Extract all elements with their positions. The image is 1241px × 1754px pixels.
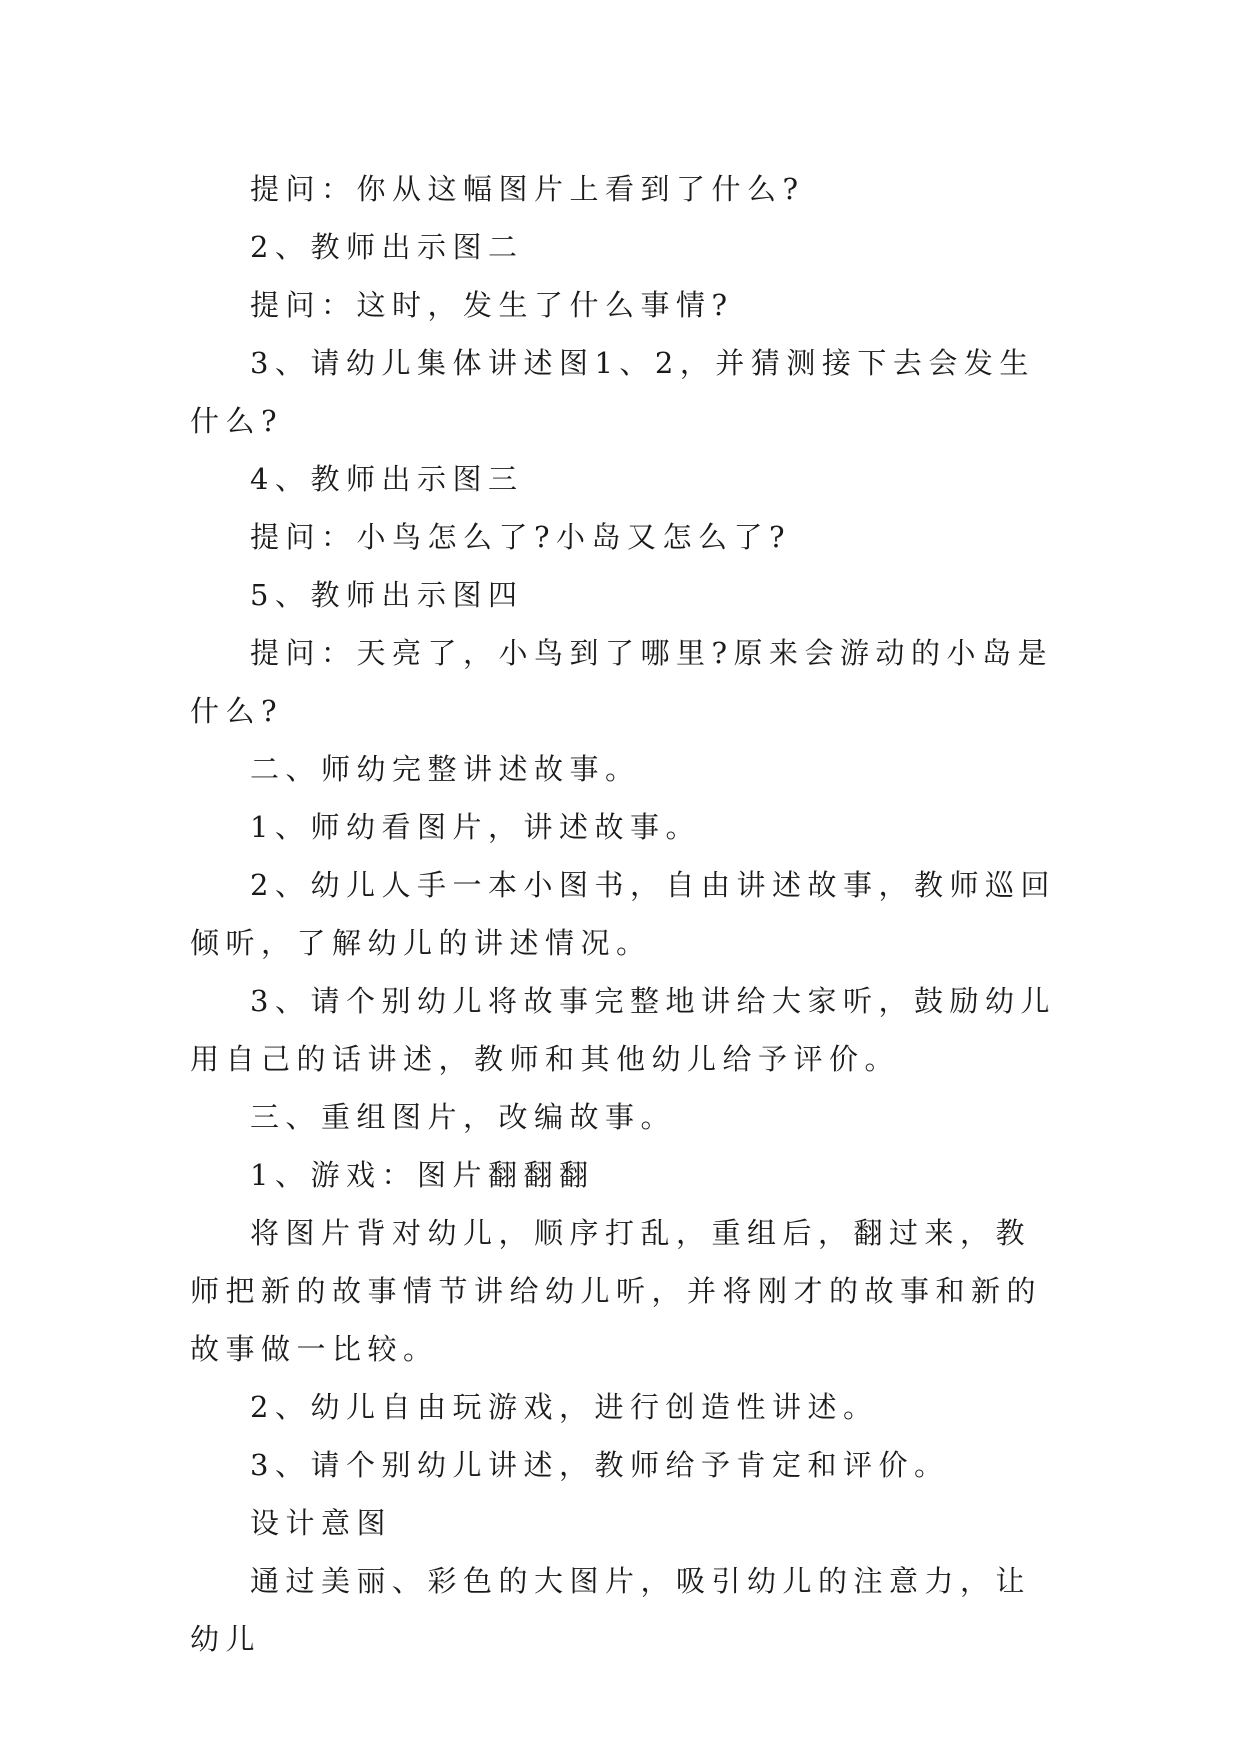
heading-design-intent: 设计意图	[250, 1506, 393, 1540]
paragraph-question-3: 提问：小鸟怎么了?小岛又怎么了?	[250, 520, 792, 554]
paragraph-question-4: 提问：天亮了，小鸟到了哪里?原来会游动的小岛是什么?	[190, 636, 1054, 728]
paragraph-design-intent: 通过美丽、彩色的大图片，吸引幼儿的注意力，让幼儿	[190, 1564, 1032, 1656]
paragraph-game-description: 将图片背对幼儿，顺序打乱，重组后，翻过来，教师把新的故事情节讲给幼儿听，并将刚才的故事和新的故事做一比较。	[190, 1216, 1043, 1366]
document-page	[190, 160, 1056, 1668]
paragraph-step-5: 5、教师出示图四	[250, 578, 524, 612]
paragraph-section3-step-3: 3、请个别幼儿讲述，教师给予肯定和评价。	[250, 1448, 950, 1482]
section-heading-3: 三、重组图片，改编故事。	[250, 1100, 677, 1134]
paragraph-section2-step-1: 1、师幼看图片，讲述故事。	[250, 810, 701, 844]
paragraph-section2-step-3: 3、请个别幼儿将故事完整地讲给大家听，鼓励幼儿用自己的话讲述，教师和其他幼儿给予评价。	[190, 984, 1056, 1076]
section-heading-2: 二、师幼完整讲述故事。	[250, 752, 641, 786]
paragraph-step-2: 2、教师出示图二	[250, 230, 524, 264]
paragraph-question-2: 提问：这时，发生了什么事情?	[250, 288, 734, 322]
paragraph-step-4: 4、教师出示图三	[250, 462, 524, 496]
paragraph-section3-step-2: 2、幼儿自由玩游戏，进行创造性讲述。	[250, 1390, 879, 1424]
paragraph-question-1: 提问：你从这幅图片上看到了什么?	[250, 172, 805, 206]
paragraph-section2-step-2: 2、幼儿人手一本小图书，自由讲述故事，教师巡回倾听，了解幼儿的讲述情况。	[190, 868, 1056, 960]
paragraph-step-3: 3、请幼儿集体讲述图1、2，并猜测接下去会发生什么?	[190, 346, 1035, 438]
paragraph-section3-step-1: 1、游戏：图片翻翻翻	[250, 1158, 595, 1192]
